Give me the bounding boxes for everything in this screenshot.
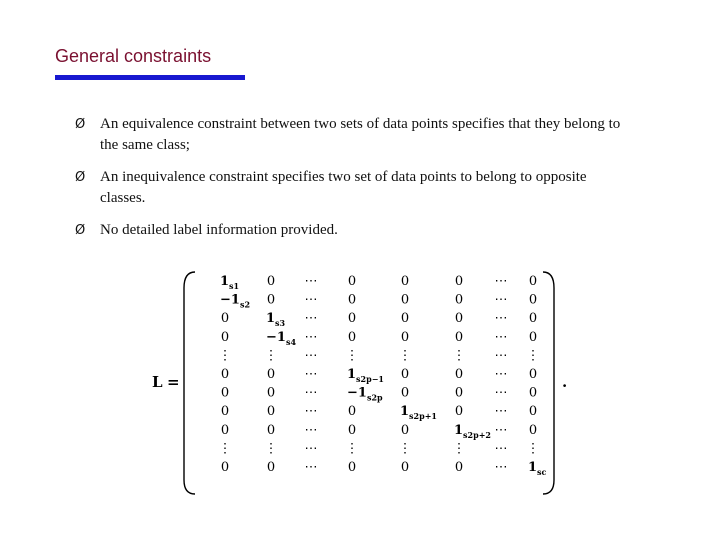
bullet-item	[75, 114, 635, 156]
matrix-figure	[150, 268, 580, 500]
matrix-cell: 0	[528, 385, 538, 401]
matrix-cell: ⋮	[264, 348, 278, 364]
matrix-cell: $1_{s2p+1}$	[400, 404, 437, 422]
matrix-cell: 0	[266, 367, 276, 382]
matrix-cell: 0	[528, 311, 538, 327]
matrix-cell: ⋯	[494, 329, 508, 345]
matrix-cell: 0	[347, 311, 357, 327]
matrix-cell: ⋮	[526, 441, 540, 457]
slide-title: General constraints	[55, 46, 212, 66]
bullet-text: An inequivalence constraint specifies two set of data points to belong to opposite classes.	[100, 169, 587, 206]
title-underline	[55, 75, 245, 80]
matrix-cell: 0	[266, 292, 276, 308]
matrix-cell: 0	[347, 274, 357, 289]
matrix-cell: ⋯	[304, 460, 318, 475]
matrix-cell: $1_{s1}$	[220, 274, 240, 291]
matrix-cell: ⋯	[494, 292, 508, 308]
matrix-cell: ⋯	[494, 348, 508, 364]
matrix-cell: ⋯	[494, 367, 508, 382]
matrix-cell: 0	[220, 404, 230, 420]
bullet-text: No detailed label information provided.	[100, 222, 338, 238]
matrix-cell: 0	[266, 404, 276, 420]
matrix-cell: ⋯	[494, 311, 508, 327]
matrix-cell: 0	[266, 460, 276, 475]
matrix-cell: 0	[266, 422, 276, 438]
matrix-cell: 0	[528, 274, 538, 289]
trailing-period: .	[562, 373, 568, 391]
matrix-cell: ⋮	[345, 441, 359, 457]
matrix-cell: ⋮	[218, 348, 232, 364]
matrix-cell: 0	[347, 404, 357, 420]
matrix-cell: 0	[220, 460, 230, 475]
matrix-cell: 0	[347, 292, 357, 308]
matrix-cell: ⋯	[304, 404, 318, 420]
matrix-cell: 0	[528, 329, 538, 345]
matrix-cell: ⋯	[304, 367, 318, 382]
matrix-cell: 0	[454, 329, 464, 345]
matrix-cell: $-1_{s4}$	[266, 329, 297, 347]
matrix-cell: ⋯	[304, 329, 318, 345]
matrix-cell: $-1_{s2p}$	[347, 385, 383, 403]
matrix-cell: 0	[400, 329, 410, 345]
matrix-cell: 0	[454, 367, 464, 382]
matrix-cell: 0	[347, 460, 357, 475]
matrix-cell: ⋮	[452, 441, 466, 457]
bullet-text: An equivalence constraint between two sets of data points specifies that they belong to the same class;	[100, 116, 621, 153]
matrix-cell: $1_{s2p+2}$	[454, 422, 491, 440]
matrix-cell: ⋯	[304, 274, 318, 289]
matrix-cell: 0	[454, 385, 464, 401]
matrix-lhs: L	[152, 373, 163, 391]
matrix-cell: 0	[220, 311, 230, 327]
matrix-cell: ⋮	[264, 441, 278, 457]
matrix-cell: 0	[400, 422, 410, 438]
matrix-cell: ⋯	[494, 460, 508, 475]
matrix-cell: ⋯	[304, 292, 318, 308]
matrix-cell: 0	[454, 292, 464, 308]
right-bracket	[543, 272, 554, 494]
matrix-cell: ⋯	[494, 404, 508, 420]
matrix-cell: 0	[400, 274, 410, 289]
matrix-cell: ⋮	[345, 348, 359, 364]
bullet-item	[75, 167, 635, 209]
matrix-equation	[150, 268, 580, 500]
matrix-cell: 0	[400, 367, 410, 382]
matrix-cell: 0	[220, 422, 230, 438]
matrix-cell: ⋯	[304, 422, 318, 438]
matrix-cell: 0	[528, 367, 538, 382]
matrix-cell: $1_{s2p-1}$	[347, 367, 384, 384]
matrix-cell: ⋮	[398, 348, 412, 364]
matrix-cell: ⋯	[494, 274, 508, 289]
bullet-list	[75, 114, 635, 252]
matrix-cell: ⋯	[494, 385, 508, 401]
left-bracket	[184, 272, 195, 494]
matrix-cell: ⋯	[494, 422, 508, 438]
matrix-cell: 0	[220, 329, 230, 345]
matrix-cell: ⋯	[304, 348, 318, 364]
matrix-cell: ⋮	[452, 348, 466, 364]
matrix-cell: $1_{s3}$	[266, 311, 286, 329]
matrix-cell: 0	[528, 292, 538, 308]
matrix-cell: 0	[528, 404, 538, 420]
equals-sign: =	[167, 373, 180, 391]
matrix-cell: 0	[266, 274, 276, 289]
matrix-cell: 0	[528, 422, 538, 438]
matrix-cell: ⋯	[494, 441, 508, 457]
matrix-cell: $1_{sc}$	[528, 460, 547, 477]
matrix-cell: ⋮	[398, 441, 412, 457]
matrix-cell: 0	[266, 385, 276, 401]
matrix-body	[219, 274, 547, 477]
matrix-cell: $-1_{s2}$	[220, 292, 251, 310]
matrix-cell: 0	[347, 422, 357, 438]
matrix-cell: ⋯	[304, 441, 318, 457]
matrix-cell: 0	[400, 292, 410, 308]
matrix-cell: 0	[220, 367, 230, 382]
matrix-cell: 0	[454, 404, 464, 420]
matrix-cell: 0	[400, 385, 410, 401]
matrix-cell: ⋮	[218, 441, 232, 457]
bullet-arrow-icon: Ø	[75, 117, 86, 132]
bullet-arrow-icon: Ø	[75, 223, 86, 238]
matrix-cell: ⋯	[304, 385, 318, 401]
matrix-cell: 0	[400, 460, 410, 475]
matrix-cell: 0	[220, 385, 230, 401]
matrix-cell: ⋯	[304, 311, 318, 327]
matrix-cell: 0	[454, 311, 464, 327]
matrix-cell: ⋮	[526, 348, 540, 364]
bullet-item	[75, 220, 635, 241]
matrix-cell: 0	[454, 274, 464, 289]
matrix-cell: 0	[347, 329, 357, 345]
matrix-cell: 0	[400, 311, 410, 327]
matrix-cell: 0	[454, 460, 464, 475]
bullet-arrow-icon: Ø	[75, 170, 86, 185]
